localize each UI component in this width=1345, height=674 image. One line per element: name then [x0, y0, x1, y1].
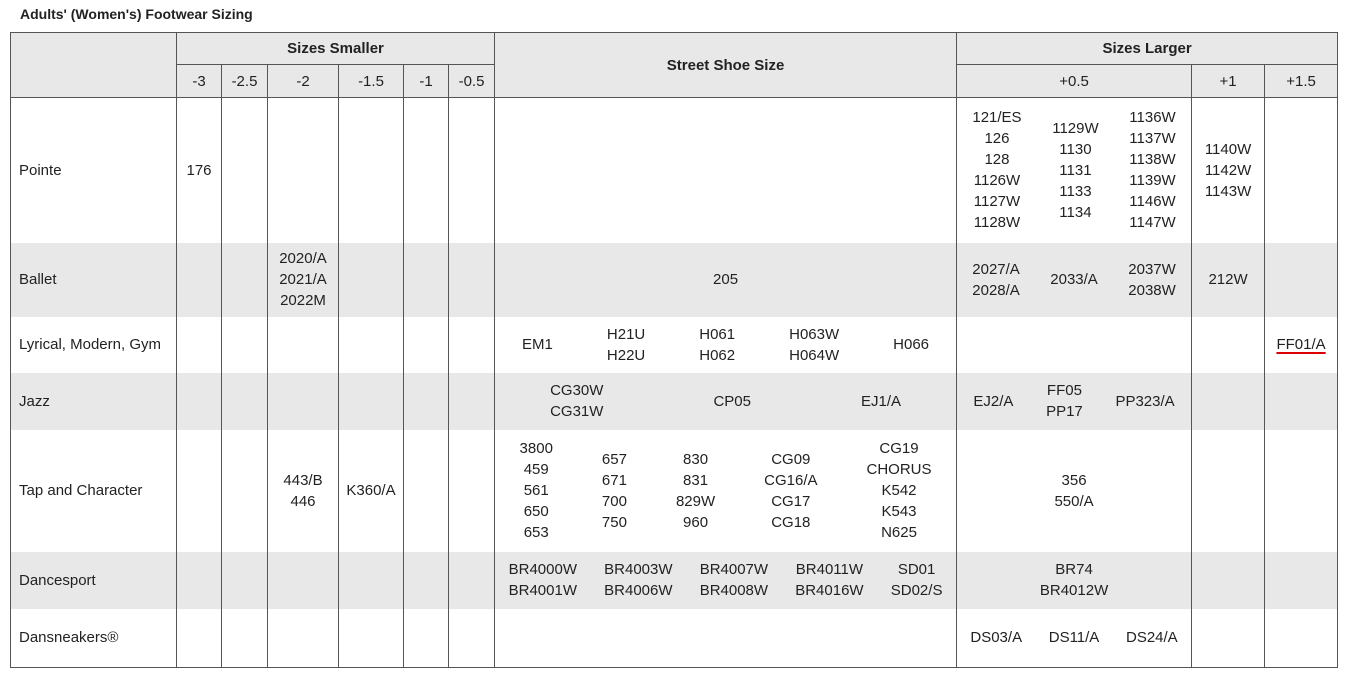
size-value: 2033/A: [1050, 271, 1098, 288]
size-cell: [339, 243, 404, 317]
table-row: [11, 243, 1338, 317]
size-cell: [1265, 609, 1338, 668]
size-cell: [404, 98, 449, 243]
row-label: Pointe: [11, 98, 177, 243]
plus-0-5-cell: [957, 430, 1192, 552]
size-cell: [222, 317, 268, 373]
size-value: 2027/A 2028/A: [972, 260, 1020, 299]
header-sizes-smaller: Sizes Smaller: [177, 33, 495, 65]
size-cell: [339, 609, 404, 668]
col-minus-3: -3: [177, 65, 222, 98]
size-cell: [404, 373, 449, 430]
street-size-cell: [495, 430, 957, 552]
size-value: 1129W 1130 1131 1133 1134: [1052, 119, 1099, 221]
size-value: PP323/A: [1115, 392, 1175, 410]
size-value: EJ1/A: [861, 392, 902, 410]
size-cell: [268, 98, 339, 243]
size-cell: [404, 243, 449, 317]
size-value: 176: [186, 161, 212, 179]
size-cell: [268, 430, 339, 552]
street-size-cell: [495, 609, 957, 668]
col-minus-0-5: -0.5: [449, 65, 495, 98]
size-value: BR74 BR4012W: [1039, 561, 1109, 599]
size-cell: [1265, 98, 1338, 243]
size-cell: [268, 243, 339, 317]
col-minus-2: -2: [268, 65, 339, 98]
row-label: Tap and Character: [11, 430, 177, 552]
size-cell: [1265, 243, 1338, 317]
size-value: DS24/A: [1125, 629, 1178, 647]
size-cell: [449, 552, 495, 609]
size-cell: [222, 609, 268, 668]
size-value: FF05 PP17: [1046, 382, 1083, 420]
row-label: Dansneakers®: [11, 609, 177, 668]
size-cell: [1265, 373, 1338, 430]
col-minus-2-5: -2.5: [222, 65, 268, 98]
size-value: CG09 CG16/A CG17 CG18: [764, 450, 818, 531]
size-cell: [268, 609, 339, 668]
size-value: BR4000W BR4001W: [508, 561, 577, 599]
size-value: 212W: [1208, 271, 1248, 288]
size-cell: [177, 373, 222, 430]
size-cell: [268, 552, 339, 609]
size-cell: [339, 373, 404, 430]
size-cell: [449, 98, 495, 243]
size-cell: [339, 98, 404, 243]
size-value: SD01 SD02/S: [890, 561, 943, 599]
size-cell: [449, 430, 495, 552]
plus-0-5-cell: [957, 317, 1192, 373]
size-value: 443/B 446: [283, 471, 323, 510]
size-value: DS11/A: [1048, 629, 1100, 647]
size-cell: [1265, 317, 1338, 373]
size-cell: [339, 552, 404, 609]
size-cell: [268, 317, 339, 373]
size-value: BR4003W BR4006W: [604, 561, 673, 599]
size-cell: [1192, 317, 1265, 373]
size-value: H061 H062: [699, 325, 736, 364]
size-cell: [404, 552, 449, 609]
size-value: 121/ES 126 128 1126W 1127W 1128W: [972, 109, 1022, 232]
header-corner: [11, 33, 177, 98]
col-plus-1-5: +1.5: [1265, 65, 1338, 98]
street-size-cell: [495, 552, 957, 609]
size-cell: [177, 317, 222, 373]
row-label: Dancesport: [11, 552, 177, 609]
size-cell: [1192, 98, 1265, 243]
size-cell: [404, 430, 449, 552]
size-cell: [177, 430, 222, 552]
size-value: CG19 CHORUS K542 K543 N625: [866, 440, 932, 541]
table-row: [11, 609, 1338, 668]
col-minus-1-5: -1.5: [339, 65, 404, 98]
street-size-cell: [495, 243, 957, 317]
row-label: Lyrical, Modern, Gym: [11, 317, 177, 373]
size-value: EJ2/A: [973, 392, 1014, 410]
size-cell: [222, 373, 268, 430]
col-plus-1: +1: [1192, 65, 1265, 98]
size-cell: [339, 317, 404, 373]
plus-0-5-cell: [957, 243, 1192, 317]
size-value: 2037W 2038W: [1128, 260, 1176, 299]
table-row: [11, 430, 1338, 552]
street-size-cell: [495, 373, 957, 430]
sizing-table: [10, 32, 1338, 668]
size-cell: [449, 373, 495, 430]
col-minus-1: -1: [404, 65, 449, 98]
size-value: EM1: [522, 336, 553, 353]
row-label: Ballet: [11, 243, 177, 317]
size-cell: [1192, 243, 1265, 317]
size-cell: [222, 430, 268, 552]
size-value: 205: [713, 271, 739, 288]
size-value: 356 550/A: [1054, 471, 1094, 510]
size-value: 830 831 829W 960: [675, 450, 716, 531]
size-value: H21U H22U: [606, 325, 646, 364]
plus-0-5-cell: [957, 98, 1192, 243]
col-plus-0-5: +0.5: [957, 65, 1192, 98]
size-cell: [222, 243, 268, 317]
size-cell: [1192, 609, 1265, 668]
size-cell: [222, 552, 268, 609]
plus-0-5-cell: [957, 552, 1192, 609]
size-value: CP05: [713, 392, 751, 410]
size-value: 2020/A 2021/A 2022M: [279, 250, 327, 309]
size-value: 3800 459 561 650 653: [519, 440, 553, 541]
size-cell: [339, 430, 404, 552]
size-value: BR4011W BR4016W: [795, 561, 864, 599]
size-cell: [449, 317, 495, 373]
page-title: Adults' (Women's) Footwear Sizing: [20, 6, 253, 22]
size-value: DS03/A: [970, 629, 1023, 647]
size-cell: [222, 98, 268, 243]
plus-0-5-cell: [957, 609, 1192, 668]
size-value: K360/A: [346, 482, 396, 499]
row-label: Jazz: [11, 373, 177, 430]
size-cell: [449, 243, 495, 317]
size-cell: [404, 609, 449, 668]
size-value: 657 671 700 750: [601, 450, 627, 531]
size-value: H063W H064W: [789, 325, 840, 364]
header-sizes-larger: Sizes Larger: [957, 33, 1338, 65]
size-cell: [177, 609, 222, 668]
size-value: CG30W CG31W: [550, 382, 604, 420]
street-size-cell: [495, 317, 957, 373]
size-cell: [1265, 430, 1338, 552]
size-cell: [177, 98, 222, 243]
size-cell: [449, 609, 495, 668]
size-value: H066: [893, 336, 929, 353]
table-row: [11, 98, 1338, 243]
table-row: [11, 373, 1338, 430]
table-row: [11, 552, 1338, 609]
size-value: BR4007W BR4008W: [699, 561, 769, 599]
size-cell: [268, 373, 339, 430]
size-value: 1136W 1137W 1138W 1139W 1146W 1147W: [1129, 109, 1176, 232]
size-cell: [1265, 552, 1338, 609]
street-size-cell: [495, 98, 957, 243]
table-row: [11, 317, 1338, 373]
size-cell: [1192, 373, 1265, 430]
size-cell: [1192, 430, 1265, 552]
size-cell: [177, 243, 222, 317]
header-street-shoe-size: Street Shoe Size: [495, 33, 957, 98]
plus-0-5-cell: [957, 373, 1192, 430]
size-cell: [177, 552, 222, 609]
size-value: FF01/A: [1276, 336, 1326, 353]
size-cell: [404, 317, 449, 373]
size-value: 1140W 1142W 1143W: [1204, 140, 1252, 200]
size-cell: [1192, 552, 1265, 609]
